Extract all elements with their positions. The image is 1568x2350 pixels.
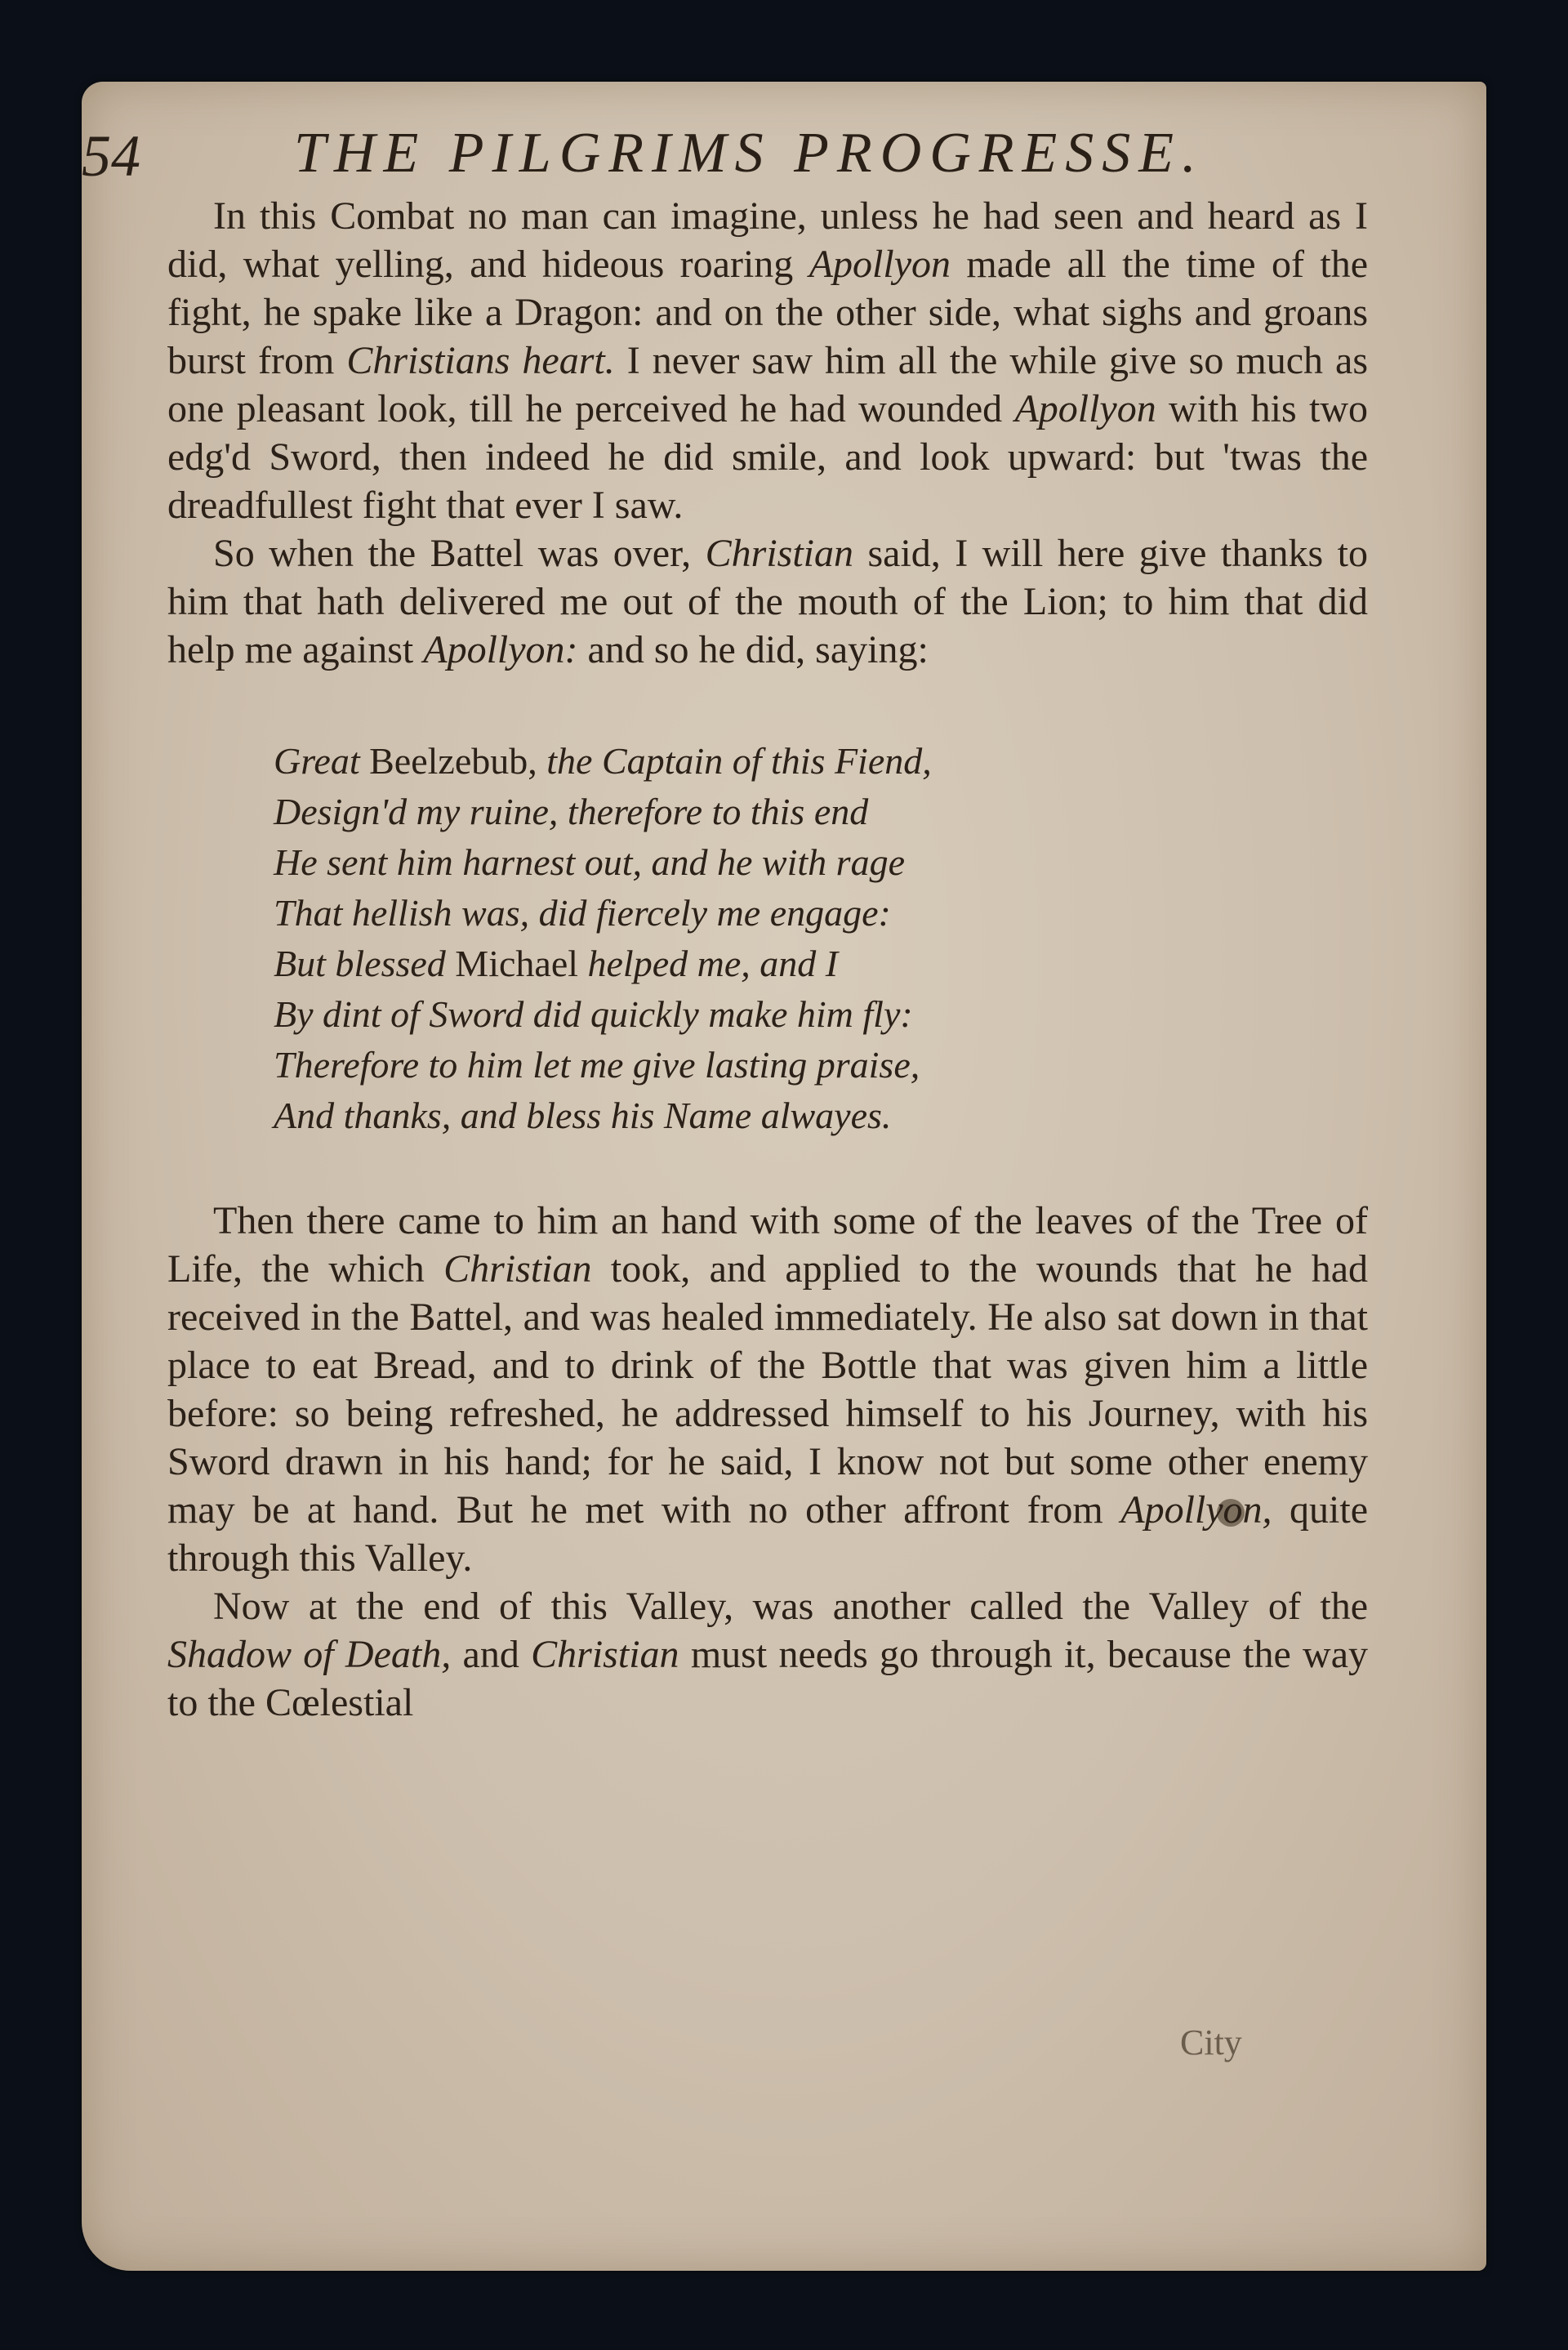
italic-text: Apollyon bbox=[1014, 387, 1156, 430]
text-run: So when the Battel was over, bbox=[213, 532, 706, 575]
text-run: and bbox=[451, 1633, 532, 1676]
italic-text: And thanks, and bless his Name alwayes. bbox=[274, 1095, 892, 1136]
text-run: I never saw him all the while give so much as one pleasant look, till he perceived he had wounded bbox=[167, 339, 1368, 430]
italic-text: By dint of Sword did quickly make him fly: bbox=[274, 993, 913, 1035]
prose-before-verse bbox=[167, 192, 1368, 674]
roman-text: Michael bbox=[455, 943, 579, 984]
italic-text: Apollyon: bbox=[423, 628, 578, 671]
text-run: In this Combat no man can imagine, unless he had seen and heard as I did, what yelling, and hideous roaring bbox=[167, 194, 1368, 286]
text-run: took, and applied to the wounds that he had received in the Battel, and was healed immediately. He also sat down in that place to eat Bread, and to drink of the Bottle that was given him a little before: so being refreshed, he addressed himself to his Journey, with his Sword drawn in his hand; for he said, I know not but some other enemy may be at hand. But he met with no other affront from bbox=[167, 1247, 1369, 1532]
italic-text: Therefore to him let me give lasting praise, bbox=[274, 1044, 920, 1086]
verse-line bbox=[274, 787, 1368, 837]
italic-text: That hellish was, did fiercely me engage: bbox=[274, 892, 891, 934]
italic-text: Design'd my ruine, therefore to this end bbox=[274, 791, 869, 832]
paragraph bbox=[167, 192, 1368, 529]
italic-text: Apollyon bbox=[808, 243, 951, 286]
italic-text: Christians heart. bbox=[346, 339, 615, 382]
running-title: THE PILGRIMS PROGRESSE. bbox=[294, 122, 1205, 185]
verse-line bbox=[274, 939, 1368, 989]
italic-text: Apollyon, bbox=[1120, 1488, 1272, 1532]
verse-block bbox=[274, 736, 1368, 1141]
text-run: Then there came to him an hand with some of the leaves of the Tree of Life, the which bbox=[167, 1199, 1368, 1291]
roman-text: Beelzebub, bbox=[369, 740, 537, 782]
text-run: and so he did, saying: bbox=[577, 628, 929, 671]
text-run: made all the time of the fight, he spake like a Dragon: and on the other side, what sighs and groans burst from bbox=[167, 243, 1369, 382]
text-run: said, I will here give thanks to him that hath delivered me out of the mouth of the Lion; to him that did help me against bbox=[167, 532, 1368, 671]
text-run: quite through this Valley. bbox=[167, 1488, 1369, 1580]
italic-text: He sent him harnest out, and he with rage bbox=[274, 841, 905, 883]
italic-text: But blessed bbox=[274, 943, 456, 984]
text-run: Now at the end of this Valley, was another called the Valley of the bbox=[213, 1585, 1368, 1628]
italic-text: Christian bbox=[705, 532, 854, 575]
italic-text: Christian bbox=[531, 1633, 679, 1676]
paragraph bbox=[167, 1582, 1368, 1727]
verse-line bbox=[274, 888, 1368, 939]
text-run: must needs go through it, because the way to the Cœlestial bbox=[167, 1633, 1369, 1724]
verse-line bbox=[274, 989, 1368, 1040]
verse-line bbox=[274, 837, 1368, 888]
verse-line bbox=[274, 1040, 1368, 1090]
verse-line bbox=[274, 736, 1368, 787]
text-run: with his two edg'd Sword, then indeed he did smile, and look upward: but 'twas the dreadfullest fight that ever I saw. bbox=[167, 387, 1369, 527]
italic-text: Christian bbox=[443, 1247, 592, 1291]
verse-line bbox=[274, 1090, 1368, 1141]
paragraph bbox=[167, 529, 1368, 674]
italic-text: the Captain of this Fiend, bbox=[537, 740, 932, 782]
prose-after-verse bbox=[167, 1197, 1368, 1727]
page-text bbox=[167, 192, 1368, 1727]
catchword: City bbox=[1180, 2022, 1242, 2062]
italic-text: helped me, and I bbox=[578, 943, 839, 984]
page-number: 54 bbox=[82, 123, 140, 189]
paragraph bbox=[167, 1197, 1368, 1582]
italic-text: Shadow of Death, bbox=[167, 1633, 452, 1676]
italic-text: Great bbox=[274, 740, 370, 782]
